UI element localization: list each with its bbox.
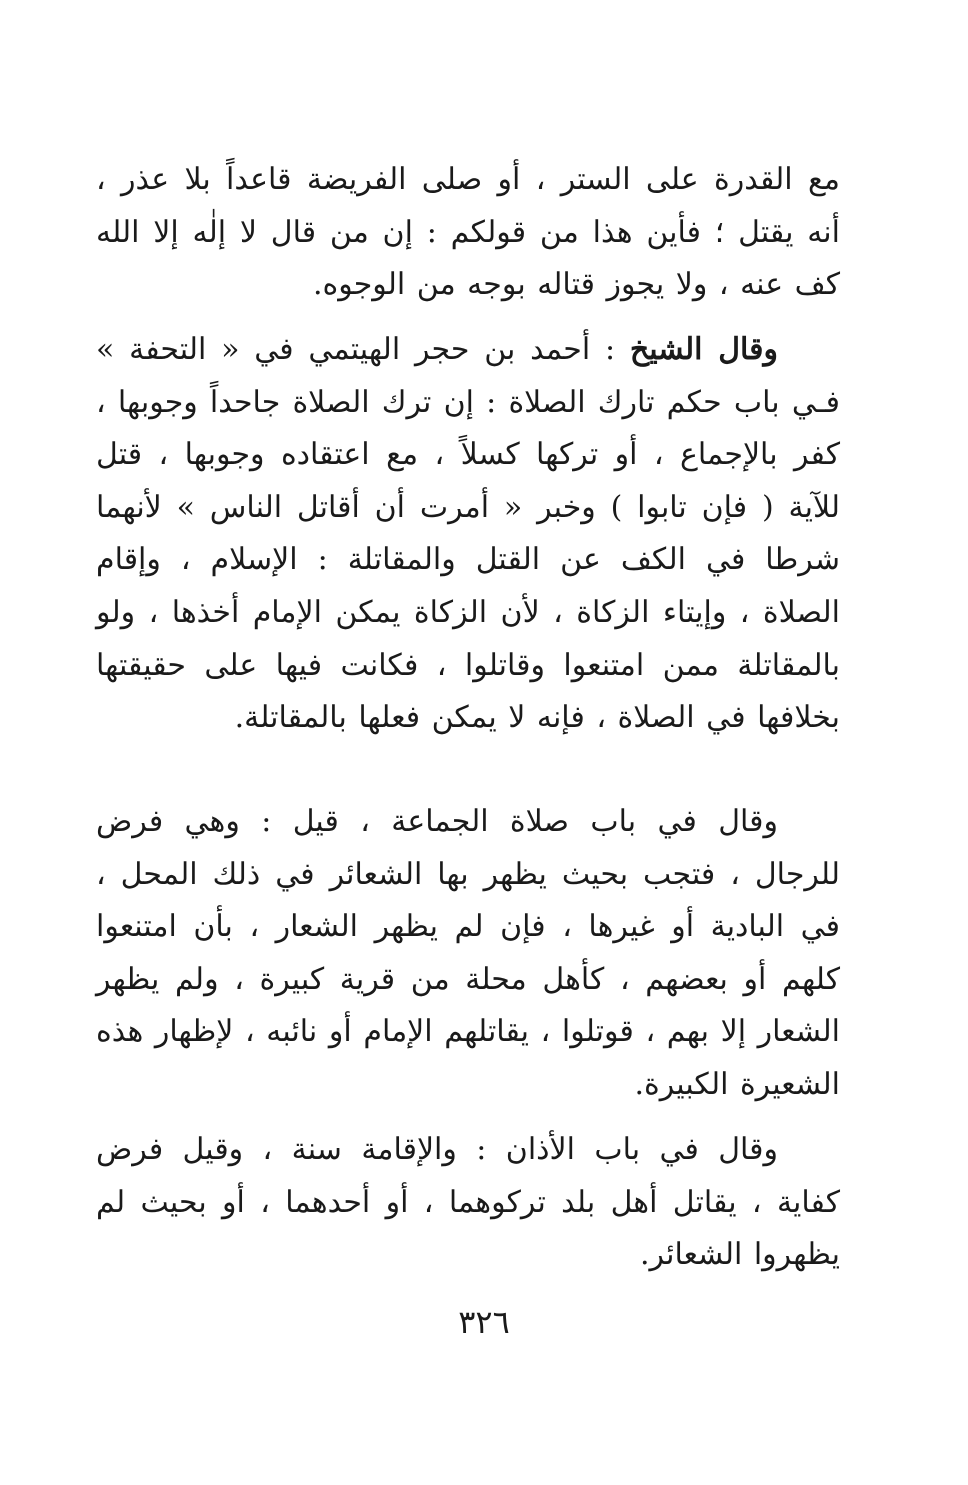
page-number: ٣٢٦ xyxy=(458,1303,510,1341)
paragraph-3 xyxy=(96,796,840,1112)
paragraph-2 xyxy=(96,324,840,745)
paragraph-3-text: وقال في باب صلاة الجماعة ، قيل : وهي فرض للرجال ، فتجب بحيث يظهر بها الشعائر في ذلك المحل ، في البادية أو غيرها ، فإن لم يظهر الشعار ، بأن امتنعوا كلهم أو بعضهم ، كأهل محلة من قرية كبيرة ، ولم يظهر الشعار إلا بهم ، قوتلوا ، يقاتلهم الإمام أو نائبه ، لإظهار هذه الشعيرة الكبيرة. xyxy=(96,804,840,1102)
paragraph-4 xyxy=(96,1124,840,1282)
paragraph-1 xyxy=(96,154,840,312)
paragraph-2-body: : أحمد بن حجر الهيتمي في « التحفة » فـي باب حكم تارك الصلاة : إن ترك الصلاة جاحداً وجوبها ، كفر بالإجماع ، أو تركها كسلاً ، مع اعتقاده وجوبها ، قتل للآية ( فإن تابوا ) وخبر « أمرت أن أقاتل الناس » لأنهما شرطا في الكف عن القتل والمقاتلة : الإسلام ، وإقام الصلاة ، وإيتاء الزكاة ، لأن الزكاة يمكن الإمام أخذها ، ولو بالمقاتلة ممن امتنعوا وقاتلوا ، فكانت فيها على حقيقتها بخلافها في الصلاة ، فإنه لا يمكن فعلها بالمقاتلة. xyxy=(96,332,840,736)
paragraph-4-text: وقال في باب الأذان : والإقامة سنة ، وقيل فرض كفاية ، يقاتل أهل بلد تركوهما ، أو أحدهما ، أو بحيث لم يظهروا الشعائر. xyxy=(96,1132,840,1273)
paragraph-2-text xyxy=(96,324,840,745)
paragraph-2-lead: وقال الشيخ xyxy=(629,332,778,367)
paragraph-1-text: مع القدرة على الستر ، أو صلى الفريضة قاعداً بلا عذر ، أنه يقتل ؛ فأين هذا من قولكم : إن من قال لا إلٰه إلا الله كف عنه ، ولا يجوز قتاله بوجه من الوجوه. xyxy=(96,162,840,303)
